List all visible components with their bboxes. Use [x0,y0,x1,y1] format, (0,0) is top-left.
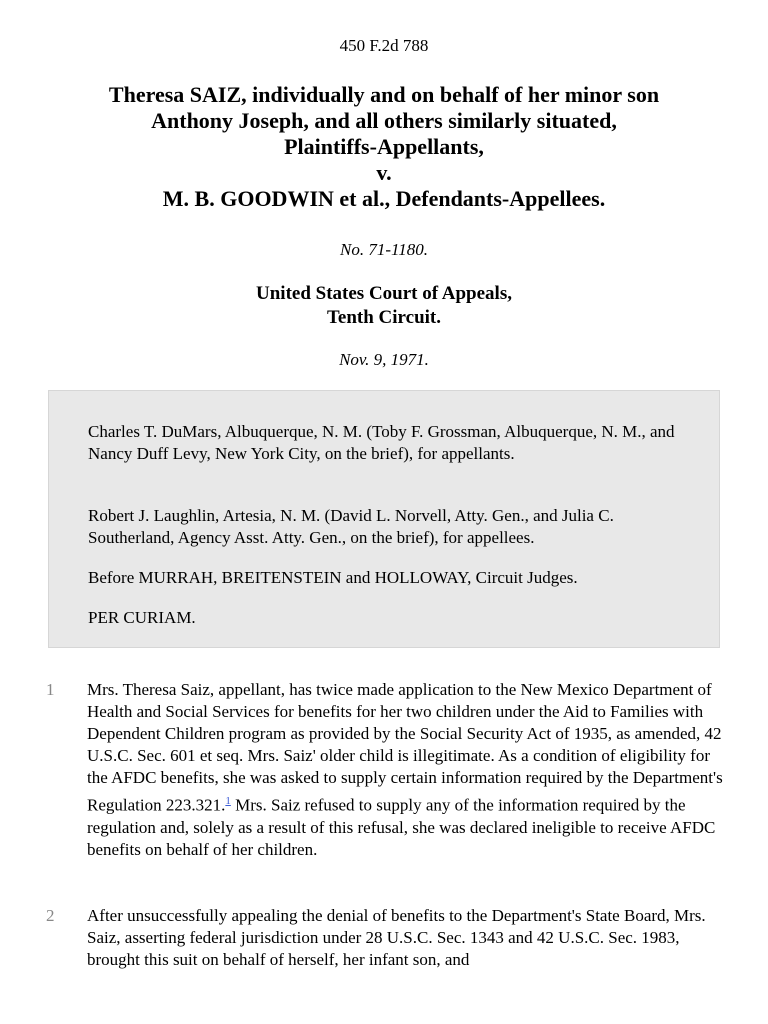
court-line-2: Tenth Circuit. [326,307,442,328]
caption-line-4: v. [376,160,392,185]
decision-date: Nov. 9, 1971. [339,350,429,369]
paragraph-number: 1 [46,680,55,699]
case-caption [40,82,728,212]
paragraph-number: 2 [46,906,55,925]
caption-line-5: M. B. GOODWIN et al., Defendants-Appellees. [162,186,606,211]
docket-number: No. 71-1180. [340,240,428,259]
per-curiam: PER CURIAM. [88,608,196,627]
paragraph-text-after-footnote: Mrs. Saiz refused to supply any of the information required by the regulation and, solely as a result of this refusal, she was declared ineligible to receive AFDC benefits on behalf of her children. [87,795,716,859]
paragraph-text: After unsuccessfully appealing the denial of benefits to the Department's State Board, Mrs. Saiz, asserting federal jurisdiction under 28 U.S.C. Sec. 1343 and 42 U.S.C. Sec. 1983, brought this suit on behalf of herself, her infant son, and [87,906,706,969]
caption-line-2: Anthony Joseph, and all others similarly situated, [151,108,617,133]
court-name [0,282,768,330]
panel-judges: Before MURRAH, BREITENSTEIN and HOLLOWAY, Circuit Judges. [88,568,578,587]
counsel-appellants: Charles T. DuMars, Albuquerque, N. M. (Toby F. Grossman, Albuquerque, N. M., and Nancy Duff Levy, New York City, on the brief), for appellants. [88,422,675,463]
court-line-1: United States Court of Appeals, [256,283,512,304]
case-citation: 450 F.2d 788 [339,36,429,55]
counsel-box [48,390,720,648]
caption-line-3: Plaintiffs-Appellants, [284,134,484,159]
paragraph-text [87,679,727,861]
counsel-appellees: Robert J. Laughlin, Artesia, N. M. (David L. Norvell, Atty. Gen., and Julia C. Southerland, Agency Asst. Atty. Gen., on the brief), for appellees. [88,506,614,547]
paragraph-text-before-footnote: Mrs. Theresa Saiz, appellant, has twice made application to the New Mexico Department of Health and Social Services for benefits for her two children under the Aid to Families with Dependent Children program as provided by the Social Security Act of 1935, as amended, 42 U.S.C. Sec. 601 et seq. Mrs. Saiz' older child is illegitimate. As a condition of eligibility for the AFDC benefits, she was asked to supply certain information required by the Department's Regulation 223.321. [87,680,723,815]
caption-line-1: Theresa SAIZ, individually and on behalf of her minor son [108,82,660,107]
footnote-link-1[interactable]: 1 [225,795,231,807]
